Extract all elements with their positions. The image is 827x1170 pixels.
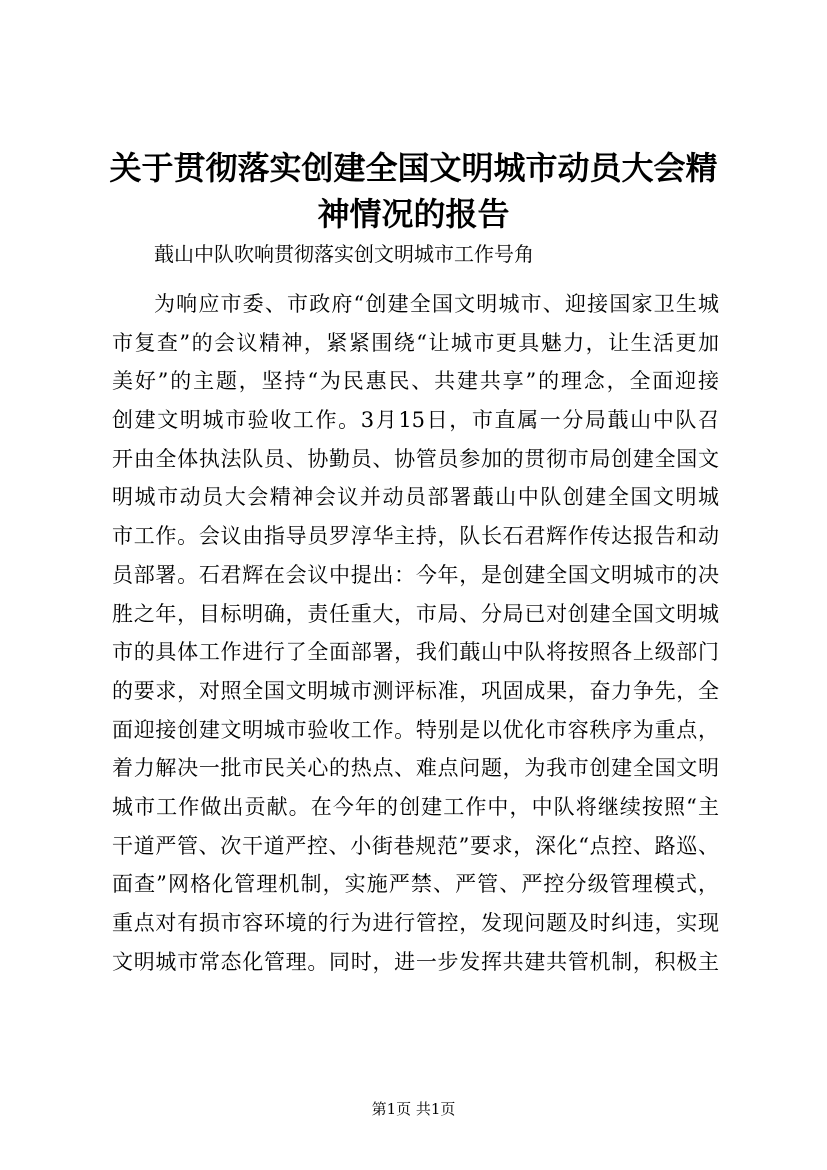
body-line: 面查”网格化管理机制，实施严禁、严管、严控分级管理模式， bbox=[112, 872, 719, 897]
body-line: 员部署。石君辉在会议中提出：今年，是创建全国文明城市的决 bbox=[112, 562, 719, 587]
body-paragraph bbox=[112, 285, 719, 981]
document-subtitle: 蕺山中队吹响贯彻落实创文明城市工作号角 bbox=[154, 242, 534, 266]
body-line: 着力解决一批市民关心的热点、难点问题，为我市创建全国文明 bbox=[112, 756, 719, 781]
body-line: 重点对有损市容环境的行为进行管控，发现问题及时纠违，实现 bbox=[112, 911, 719, 935]
body-line: 胜之年，目标明确，责任重大，市局、分局已对创建全国文明城 bbox=[112, 601, 719, 626]
body-line: 创建文明城市验收工作。3月15日，市直属一分局蕺山中队召 bbox=[112, 408, 719, 433]
body-line: 开由全体执法队员、协勤员、协管员参加的贯彻市局创建全国文 bbox=[112, 446, 719, 471]
body-line: 美好”的主题，坚持“为民惠民、共建共享”的理念，全面迎接 bbox=[112, 369, 719, 394]
body-line: 干道严管、次干道严控、小街巷规范”要求，深化“点控、路巡、 bbox=[112, 833, 719, 858]
body-line: 面迎接创建文明城市验收工作。特别是以优化市容秩序为重点， bbox=[112, 717, 719, 742]
body-line: 市工作。会议由指导员罗淳华主持，队长石君辉作传达报告和动 bbox=[112, 524, 719, 549]
document-title: 关于贯彻落实创建全国文明城市动员大会精神情况的报告 bbox=[109, 149, 718, 233]
body-line: 明城市动员大会精神会议并动员部署蕺山中队创建全国文明城 bbox=[112, 485, 719, 510]
body-line: 为响应市委、市政府“创建全国文明城市、迎接国家卫生城 bbox=[154, 292, 719, 316]
body-line: 的要求，对照全国文明城市测评标准，巩固成果，奋力争先，全 bbox=[112, 678, 719, 703]
body-line: 市的具体工作进行了全面部署，我们蕺山中队将按照各上级部门 bbox=[112, 640, 719, 665]
body-line: 城市工作做出贡献。在今年的创建工作中，中队将继续按照“主 bbox=[112, 794, 719, 819]
page-number-footer: 第1页 共1页 bbox=[371, 1100, 456, 1118]
body-line: 文明城市常态化管理。同时，进一步发挥共建共管机制，积极主 bbox=[112, 949, 719, 974]
body-line: 市复查”的会议精神，紧紧围绕“让城市更具魅力，让生活更加 bbox=[112, 330, 719, 355]
